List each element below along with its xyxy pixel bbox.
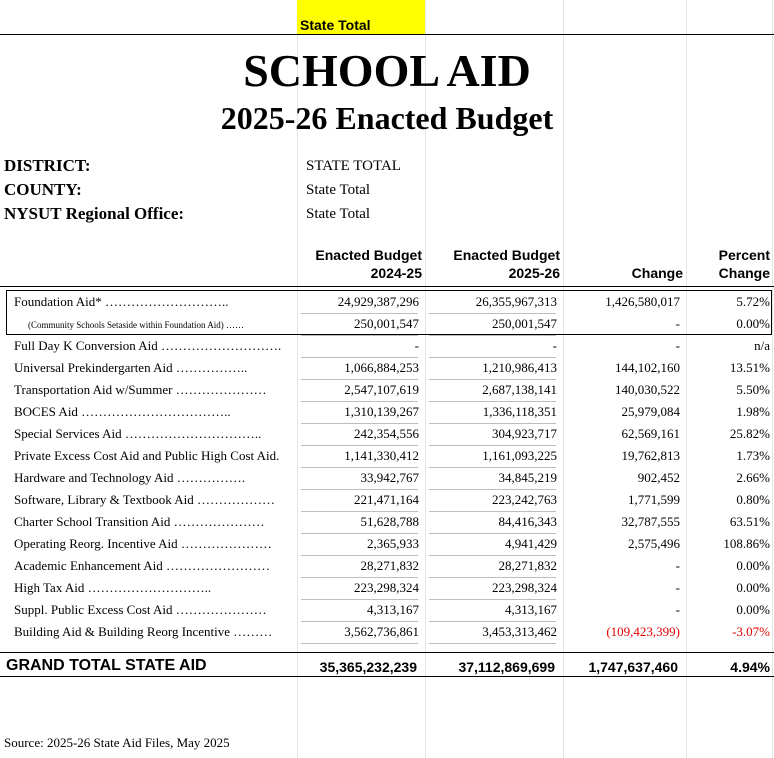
- table-row: [0, 578, 774, 600]
- change-value: (109,423,399): [606, 624, 680, 639]
- col-header-line: Percent: [718, 247, 770, 263]
- grand-total-2024-25: 35,365,232,239: [319, 659, 417, 675]
- percent-change: 0.80%: [736, 492, 770, 507]
- state-total-cell[interactable]: State Total: [297, 0, 425, 34]
- row-label: Academic Enhancement Aid ……………………: [14, 558, 270, 573]
- value-2025-26: 28,271,832: [498, 558, 557, 573]
- change-value: 62,569,161: [621, 426, 680, 441]
- percent-change: 0.00%: [736, 316, 770, 331]
- value-2024-25: 250,001,547: [354, 316, 419, 331]
- row-label: Foundation Aid* ………………………..: [14, 294, 229, 309]
- table-row: [0, 446, 774, 468]
- change-value: 140,030,522: [615, 382, 680, 397]
- value-2024-25: 221,471,164: [354, 492, 419, 507]
- table-row: [0, 314, 774, 336]
- change-value: -: [675, 316, 680, 331]
- percent-change: 13.51%: [729, 360, 770, 375]
- value-2024-25: 1,310,139,267: [344, 404, 419, 419]
- value-2024-25: 242,354,556: [354, 426, 419, 441]
- table-row: [0, 336, 774, 358]
- row-label: Transportation Aid w/Summer …………………: [14, 382, 267, 397]
- grand-total-bottom-rule: [0, 676, 774, 677]
- change-value: -: [675, 602, 680, 617]
- value-2024-25: 223,298,324: [354, 580, 419, 595]
- percent-change: n/a: [754, 338, 770, 353]
- grand-total-2025-26: 37,112,869,699: [458, 659, 555, 675]
- grand-total-label: GRAND TOTAL STATE AID: [6, 657, 207, 674]
- change-value: 19,762,813: [621, 448, 680, 463]
- percent-change: 1.73%: [736, 448, 770, 463]
- value-2025-26: 304,923,717: [492, 426, 557, 441]
- value-2024-25: 1,066,884,253: [344, 360, 419, 375]
- value-2025-26: 1,161,093,225: [482, 448, 557, 463]
- grand-total-change: 1,747,637,460: [588, 659, 678, 675]
- table-row: [0, 512, 774, 534]
- percent-change: 5.50%: [736, 382, 770, 397]
- value-2024-25: 3,562,736,861: [344, 624, 419, 639]
- value-2024-25: 28,271,832: [360, 558, 419, 573]
- value-2025-26: 2,687,138,141: [482, 382, 557, 397]
- county-value: State Total: [306, 182, 371, 198]
- value-2024-25: 51,628,788: [360, 514, 419, 529]
- table-row: [0, 600, 774, 622]
- value-2024-25: 2,547,107,619: [344, 382, 419, 397]
- value-2025-26: 1,336,118,351: [482, 404, 557, 419]
- col-header-line: Enacted Budget: [315, 247, 422, 263]
- col-header-line: 2025-26: [508, 265, 560, 281]
- col-header-line: Change: [718, 265, 770, 281]
- value-2025-26: -: [552, 338, 557, 353]
- district-value: STATE TOTAL: [306, 158, 401, 174]
- percent-change: -3.07%: [732, 624, 770, 639]
- table-row: [0, 622, 774, 644]
- percent-change: 1.98%: [736, 404, 770, 419]
- page-title: SCHOOL AID: [243, 45, 531, 96]
- row-label: Special Services Aid …………………………..: [14, 426, 262, 441]
- col-header-percent-change: [686, 246, 770, 282]
- percent-change: 0.00%: [736, 558, 770, 573]
- col-header-line: 2024-25: [370, 265, 422, 281]
- value-2025-26: 26,355,967,313: [475, 294, 557, 309]
- table-row: [0, 534, 774, 556]
- change-value: -: [675, 580, 680, 595]
- county-label: COUNTY:: [4, 180, 82, 199]
- table-row: [0, 402, 774, 424]
- row-label: Private Excess Cost Aid and Public High Cost Aid.: [14, 448, 280, 463]
- regional-office-value: State Total: [306, 206, 371, 222]
- value-2024-25: 33,942,767: [360, 470, 419, 485]
- table-row: [0, 292, 774, 314]
- value-2025-26: 223,242,763: [492, 492, 557, 507]
- row-label: Software, Library & Textbook Aid ………………: [14, 492, 275, 507]
- table-row: [0, 380, 774, 402]
- table-row: [0, 556, 774, 578]
- value-2024-25: 24,929,387,296: [337, 294, 419, 309]
- percent-change: 2.66%: [736, 470, 770, 485]
- percent-change: 25.82%: [729, 426, 770, 441]
- change-value: 902,452: [637, 470, 680, 485]
- value-2025-26: 34,845,219: [498, 470, 557, 485]
- percent-change: 5.72%: [736, 294, 770, 309]
- col-header-line: Enacted Budget: [453, 247, 560, 263]
- value-2025-26: 250,001,547: [492, 316, 557, 331]
- percent-change: 108.86%: [723, 536, 770, 551]
- row-label: Operating Reorg. Incentive Aid …………………: [14, 536, 272, 551]
- value-2024-25: 4,313,167: [367, 602, 419, 617]
- value-2024-25: -: [414, 338, 419, 353]
- value-2024-25: 2,365,933: [367, 536, 419, 551]
- grand-total-percent: 4.94%: [730, 659, 770, 675]
- col-header-change: Change: [631, 265, 683, 281]
- row-label: Universal Prekindergarten Aid ……………..: [14, 360, 248, 375]
- change-value: 2,575,496: [628, 536, 680, 551]
- change-value: -: [675, 338, 680, 353]
- cell-underline: [429, 643, 556, 644]
- value-2024-25: 1,141,330,412: [344, 448, 419, 463]
- row-label: BOCES Aid ……………………………..: [14, 404, 231, 419]
- change-value: 144,102,160: [615, 360, 680, 375]
- table-row: [0, 424, 774, 446]
- value-2025-26: 223,298,324: [492, 580, 557, 595]
- row-label: High Tax Aid ………………………..: [14, 580, 212, 595]
- change-value: 1,771,599: [628, 492, 680, 507]
- row-label: Hardware and Technology Aid …………….: [14, 470, 245, 485]
- change-value: 25,979,084: [621, 404, 680, 419]
- row-label: (Community Schools Setaside within Foundation Aid) ……: [28, 320, 244, 330]
- change-value: 32,787,555: [621, 514, 680, 529]
- cell-underline: [301, 643, 418, 644]
- district-label: DISTRICT:: [4, 156, 91, 175]
- row-label: Full Day K Conversion Aid ……………………….: [14, 338, 282, 353]
- percent-change: 63.51%: [729, 514, 770, 529]
- value-2025-26: 4,313,167: [505, 602, 557, 617]
- percent-change: 0.00%: [736, 602, 770, 617]
- row-label: Suppl. Public Excess Cost Aid …………………: [14, 602, 267, 617]
- page-subtitle: 2025-26 Enacted Budget: [220, 100, 554, 136]
- table-row: [0, 490, 774, 512]
- value-2025-26: 84,416,343: [498, 514, 557, 529]
- source-note: Source: 2025-26 State Aid Files, May 2025: [4, 735, 230, 750]
- percent-change: 0.00%: [736, 580, 770, 595]
- regional-office-label: NYSUT Regional Office:: [4, 204, 185, 223]
- change-value: 1,426,580,017: [605, 294, 680, 309]
- value-2025-26: 1,210,986,413: [482, 360, 557, 375]
- header-divider: [0, 286, 774, 287]
- top-divider: [0, 34, 774, 35]
- row-label: Charter School Transition Aid …………………: [14, 514, 265, 529]
- value-2025-26: 3,453,313,462: [482, 624, 557, 639]
- col-header-2024-25: [297, 246, 422, 282]
- col-header-2025-26: [425, 246, 560, 282]
- table-row: [0, 358, 774, 380]
- change-value: -: [675, 558, 680, 573]
- value-2025-26: 4,941,429: [505, 536, 557, 551]
- table-row: [0, 468, 774, 490]
- row-label: Building Aid & Building Reorg Incentive ………: [14, 624, 273, 639]
- grand-total-top-rule: [0, 652, 774, 653]
